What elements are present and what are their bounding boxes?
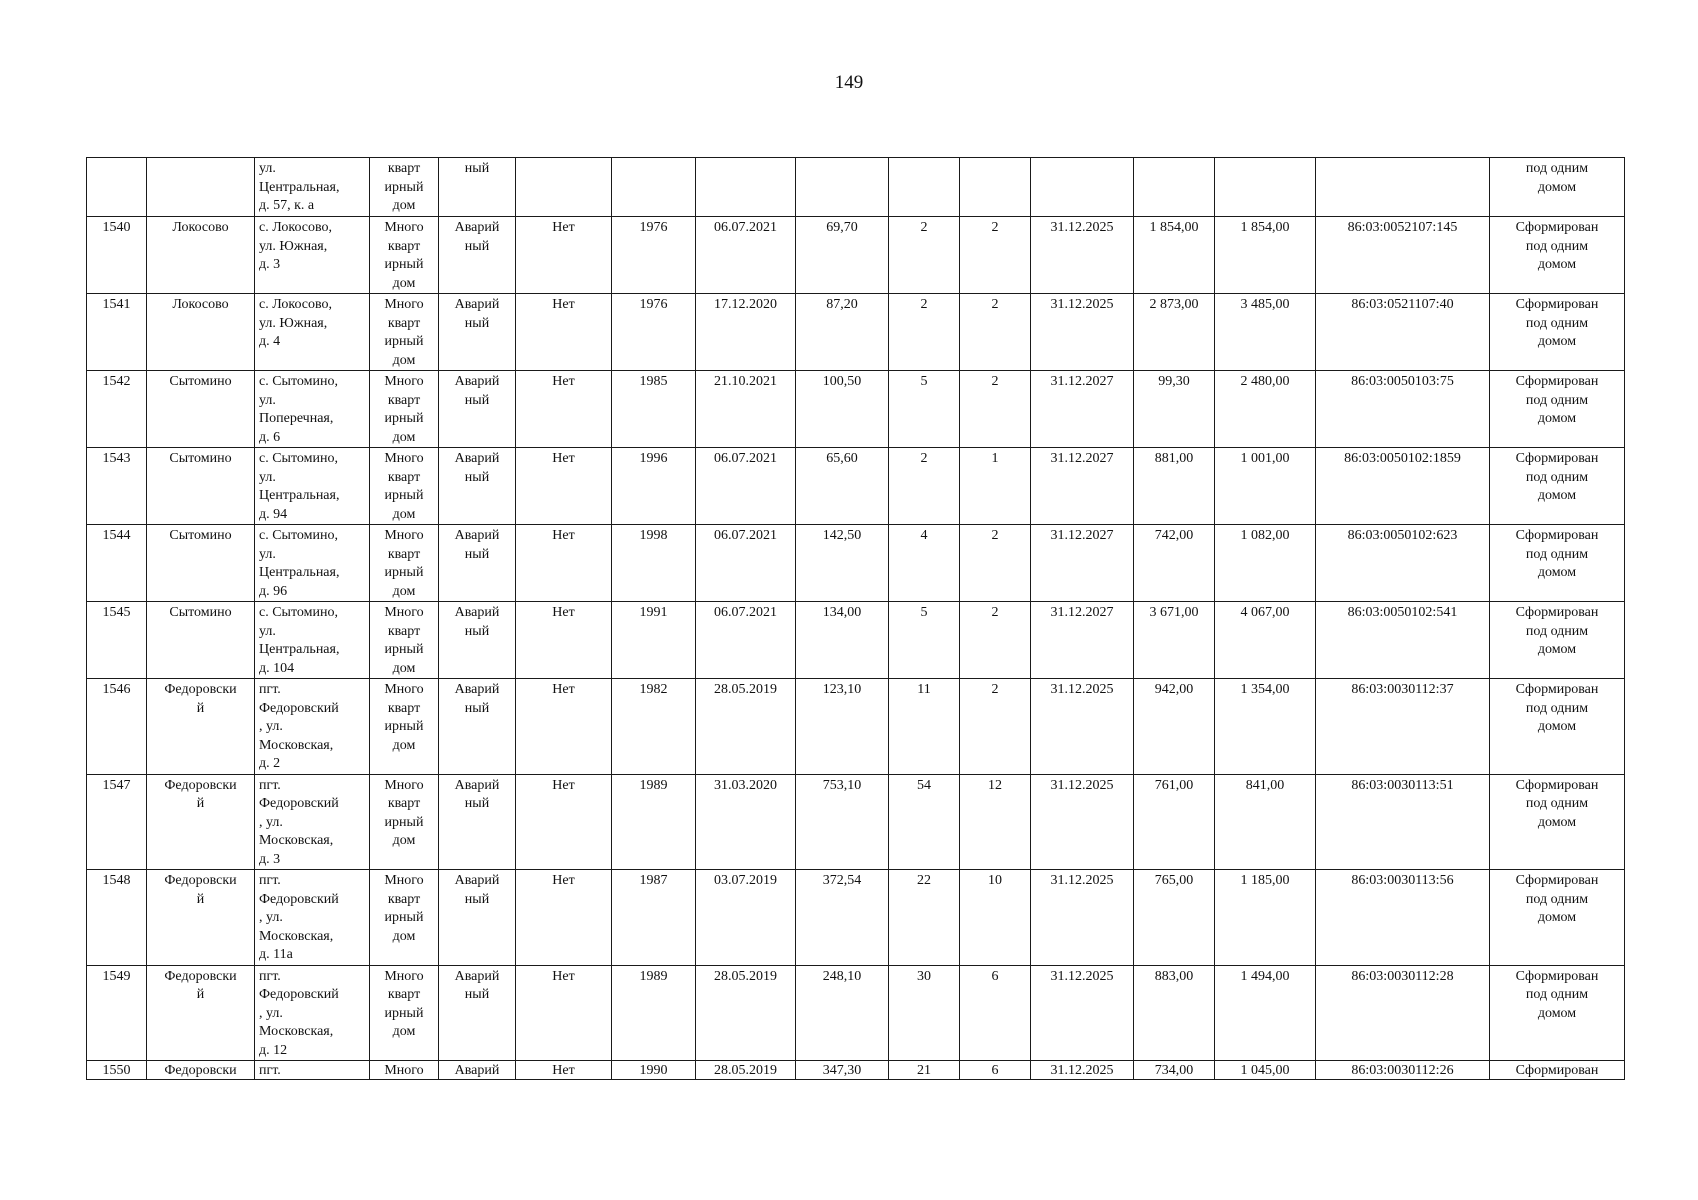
cell-address: пгт. Федоровский , ул. Московская, д. 11а	[255, 870, 370, 966]
cell-building-type: Много кварт ирный дом	[370, 870, 439, 966]
cell-recognition-date: 28.05.2019	[696, 1061, 796, 1080]
cell-address: пгт. Федоровский , ул. Московская, д. 2	[255, 679, 370, 775]
cell-plot-status: Сформирован под одним домом	[1490, 870, 1625, 966]
cell-residents: 4	[889, 525, 960, 602]
cell-address: с. Сытомино, ул. Центральная, д. 96	[255, 525, 370, 602]
cell-plot-status: Сформирован под одним домом	[1490, 371, 1625, 448]
table-row	[87, 294, 1625, 371]
cell-land-area: 881,00	[1134, 448, 1215, 525]
cell-settlement: Локосово	[147, 294, 255, 371]
cell-plot-area: 1 354,00	[1215, 679, 1316, 775]
cell-settlement: Федоровски й	[147, 774, 255, 870]
cell-flag: Нет	[516, 1061, 612, 1080]
cell-address: с. Сытомино, ул. Поперечная, д. 6	[255, 371, 370, 448]
cell-deadline	[1031, 158, 1134, 217]
cell-plot-status: Сформирован под одним домом	[1490, 679, 1625, 775]
cell-area: 123,10	[796, 679, 889, 775]
cell-settlement: Сытомино	[147, 525, 255, 602]
cell-area: 753,10	[796, 774, 889, 870]
cell-flag: Нет	[516, 965, 612, 1061]
cell-apartments: 2	[960, 525, 1031, 602]
cell-flag: Нет	[516, 448, 612, 525]
cell-number: 1545	[87, 602, 147, 679]
cell-area: 372,54	[796, 870, 889, 966]
cell-building-type: Много кварт ирный дом	[370, 217, 439, 294]
cell-condition: Аварий	[439, 1061, 516, 1080]
cell-settlement: Сытомино	[147, 602, 255, 679]
cell-number: 1540	[87, 217, 147, 294]
cell-land-area: 2 873,00	[1134, 294, 1215, 371]
cell-plot-status: Сформирован	[1490, 1061, 1625, 1080]
cell-cadastral-number: 86:03:0050102:541	[1316, 602, 1490, 679]
cell-deadline: 31.12.2025	[1031, 870, 1134, 966]
cell-number: 1543	[87, 448, 147, 525]
cell-land-area: 734,00	[1134, 1061, 1215, 1080]
cell-deadline: 31.12.2025	[1031, 217, 1134, 294]
cell-condition: Аварий ный	[439, 371, 516, 448]
cell-apartments: 12	[960, 774, 1031, 870]
cell-condition: Аварий ный	[439, 679, 516, 775]
cell-apartments: 1	[960, 448, 1031, 525]
cell-recognition-date: 28.05.2019	[696, 965, 796, 1061]
cell-apartments: 2	[960, 294, 1031, 371]
cell-number: 1548	[87, 870, 147, 966]
cell-flag: Нет	[516, 217, 612, 294]
cell-plot-status: Сформирован под одним домом	[1490, 965, 1625, 1061]
cell-year: 1982	[612, 679, 696, 775]
cell-residents: 2	[889, 217, 960, 294]
cell-condition: Аварий ный	[439, 217, 516, 294]
cell-settlement: Федоровски й	[147, 965, 255, 1061]
cell-plot-area: 1 001,00	[1215, 448, 1316, 525]
cell-recognition-date: 06.07.2021	[696, 602, 796, 679]
cell-year: 1976	[612, 294, 696, 371]
cell-cadastral-number: 86:03:0050102:623	[1316, 525, 1490, 602]
cell-recognition-date: 28.05.2019	[696, 679, 796, 775]
cell-plot-area: 1 185,00	[1215, 870, 1316, 966]
cell-plot-status: Сформирован под одним домом	[1490, 294, 1625, 371]
table-body	[87, 158, 1625, 1080]
cell-cadastral-number: 86:03:0050103:75	[1316, 371, 1490, 448]
cell-apartments: 2	[960, 217, 1031, 294]
cell-plot-status: под одним домом	[1490, 158, 1625, 217]
cell-year: 1998	[612, 525, 696, 602]
cell-plot-area: 3 485,00	[1215, 294, 1316, 371]
cell-residents: 5	[889, 602, 960, 679]
cell-address: ул. Центральная, д. 57, к. а	[255, 158, 370, 217]
cell-address: с. Локосово, ул. Южная, д. 3	[255, 217, 370, 294]
cell-apartments: 2	[960, 371, 1031, 448]
cell-building-type: Много кварт ирный дом	[370, 602, 439, 679]
cell-settlement: Федоровски й	[147, 679, 255, 775]
cell-year	[612, 158, 696, 217]
cell-land-area: 3 671,00	[1134, 602, 1215, 679]
cell-area: 142,50	[796, 525, 889, 602]
cell-plot-area: 1 082,00	[1215, 525, 1316, 602]
cell-building-type: Много кварт ирный дом	[370, 371, 439, 448]
cell-land-area: 99,30	[1134, 371, 1215, 448]
cell-plot-area: 1 045,00	[1215, 1061, 1316, 1080]
table-row	[87, 870, 1625, 966]
cell-year: 1976	[612, 217, 696, 294]
table-row	[87, 525, 1625, 602]
table-row	[87, 448, 1625, 525]
cell-building-type: Много кварт ирный дом	[370, 774, 439, 870]
cell-condition: Аварий ный	[439, 294, 516, 371]
cell-deadline: 31.12.2027	[1031, 448, 1134, 525]
cell-plot-status: Сформирован под одним домом	[1490, 448, 1625, 525]
cell-cadastral-number: 86:03:0521107:40	[1316, 294, 1490, 371]
cell-apartments: 6	[960, 1061, 1031, 1080]
cell-cadastral-number: 86:03:0050102:1859	[1316, 448, 1490, 525]
cell-area: 87,20	[796, 294, 889, 371]
table-row	[87, 774, 1625, 870]
cell-land-area: 1 854,00	[1134, 217, 1215, 294]
cell-area: 65,60	[796, 448, 889, 525]
cell-number: 1547	[87, 774, 147, 870]
cell-condition: Аварий ный	[439, 602, 516, 679]
cell-number: 1549	[87, 965, 147, 1061]
housing-registry-table	[86, 157, 1625, 1080]
cell-address: с. Локосово, ул. Южная, д. 4	[255, 294, 370, 371]
cell-residents: 2	[889, 294, 960, 371]
cell-settlement	[147, 158, 255, 217]
table-row	[87, 371, 1625, 448]
cell-area: 100,50	[796, 371, 889, 448]
table-row	[87, 679, 1625, 775]
cell-recognition-date: 06.07.2021	[696, 448, 796, 525]
cell-deadline: 31.12.2027	[1031, 371, 1134, 448]
cell-settlement: Сытомино	[147, 371, 255, 448]
cell-building-type: Много кварт ирный дом	[370, 525, 439, 602]
cell-number: 1541	[87, 294, 147, 371]
cell-building-type: Много кварт ирный дом	[370, 679, 439, 775]
cell-building-type: кварт ирный дом	[370, 158, 439, 217]
cell-land-area: 883,00	[1134, 965, 1215, 1061]
cell-building-type: Много кварт ирный дом	[370, 965, 439, 1061]
cell-cadastral-number: 86:03:0030112:28	[1316, 965, 1490, 1061]
cell-address: пгт. Федоровский , ул. Московская, д. 3	[255, 774, 370, 870]
cell-year: 1989	[612, 774, 696, 870]
cell-address: с. Сытомино, ул. Центральная, д. 104	[255, 602, 370, 679]
cell-deadline: 31.12.2025	[1031, 294, 1134, 371]
cell-condition: Аварий ный	[439, 448, 516, 525]
cell-cadastral-number: 86:03:0030113:51	[1316, 774, 1490, 870]
cell-condition: Аварий ный	[439, 525, 516, 602]
cell-area	[796, 158, 889, 217]
cell-condition: Аварий ный	[439, 965, 516, 1061]
cell-cadastral-number	[1316, 158, 1490, 217]
cell-residents	[889, 158, 960, 217]
cell-plot-area	[1215, 158, 1316, 217]
cell-plot-area: 841,00	[1215, 774, 1316, 870]
cell-settlement: Федоровски	[147, 1061, 255, 1080]
cell-year: 1990	[612, 1061, 696, 1080]
cell-flag: Нет	[516, 774, 612, 870]
cell-flag: Нет	[516, 525, 612, 602]
cell-building-type: Много	[370, 1061, 439, 1080]
cell-year: 1996	[612, 448, 696, 525]
cell-number: 1546	[87, 679, 147, 775]
cell-address: с. Сытомино, ул. Центральная, д. 94	[255, 448, 370, 525]
cell-apartments: 2	[960, 602, 1031, 679]
table-row	[87, 217, 1625, 294]
cell-residents: 54	[889, 774, 960, 870]
cell-apartments	[960, 158, 1031, 217]
cell-deadline: 31.12.2025	[1031, 1061, 1134, 1080]
cell-residents: 22	[889, 870, 960, 966]
table-row	[87, 602, 1625, 679]
cell-apartments: 10	[960, 870, 1031, 966]
cell-number: 1542	[87, 371, 147, 448]
cell-flag	[516, 158, 612, 217]
cell-plot-status: Сформирован под одним домом	[1490, 525, 1625, 602]
cell-year: 1991	[612, 602, 696, 679]
cell-number	[87, 158, 147, 217]
cell-residents: 11	[889, 679, 960, 775]
cell-condition: Аварий ный	[439, 774, 516, 870]
table-row	[87, 1061, 1625, 1080]
cell-building-type: Много кварт ирный дом	[370, 448, 439, 525]
cell-cadastral-number: 86:03:0030112:26	[1316, 1061, 1490, 1080]
cell-recognition-date	[696, 158, 796, 217]
cell-year: 1987	[612, 870, 696, 966]
cell-cadastral-number: 86:03:0030113:56	[1316, 870, 1490, 966]
cell-year: 1989	[612, 965, 696, 1061]
cell-land-area: 761,00	[1134, 774, 1215, 870]
cell-recognition-date: 06.07.2021	[696, 525, 796, 602]
cell-residents: 2	[889, 448, 960, 525]
cell-recognition-date: 21.10.2021	[696, 371, 796, 448]
page-number: 149	[834, 72, 864, 93]
cell-cadastral-number: 86:03:0030112:37	[1316, 679, 1490, 775]
cell-area: 69,70	[796, 217, 889, 294]
cell-settlement: Сытомино	[147, 448, 255, 525]
cell-plot-area: 1 854,00	[1215, 217, 1316, 294]
cell-plot-status: Сформирован под одним домом	[1490, 774, 1625, 870]
cell-apartments: 2	[960, 679, 1031, 775]
cell-number: 1550	[87, 1061, 147, 1080]
cell-year: 1985	[612, 371, 696, 448]
cell-deadline: 31.12.2025	[1031, 965, 1134, 1061]
cell-land-area: 765,00	[1134, 870, 1215, 966]
cell-flag: Нет	[516, 679, 612, 775]
table-row	[87, 158, 1625, 217]
cell-area: 134,00	[796, 602, 889, 679]
cell-area: 248,10	[796, 965, 889, 1061]
table-row	[87, 965, 1625, 1061]
cell-land-area: 942,00	[1134, 679, 1215, 775]
cell-deadline: 31.12.2027	[1031, 602, 1134, 679]
cell-address: пгт. Федоровский , ул. Московская, д. 12	[255, 965, 370, 1061]
cell-residents: 5	[889, 371, 960, 448]
cell-address: пгт.	[255, 1061, 370, 1080]
cell-cadastral-number: 86:03:0052107:145	[1316, 217, 1490, 294]
cell-flag: Нет	[516, 602, 612, 679]
cell-residents: 30	[889, 965, 960, 1061]
cell-plot-status: Сформирован под одним домом	[1490, 602, 1625, 679]
cell-area: 347,30	[796, 1061, 889, 1080]
cell-recognition-date: 03.07.2019	[696, 870, 796, 966]
cell-plot-area: 4 067,00	[1215, 602, 1316, 679]
cell-plot-area: 1 494,00	[1215, 965, 1316, 1061]
cell-recognition-date: 17.12.2020	[696, 294, 796, 371]
cell-number: 1544	[87, 525, 147, 602]
cell-settlement: Федоровски й	[147, 870, 255, 966]
cell-plot-status: Сформирован под одним домом	[1490, 217, 1625, 294]
cell-recognition-date: 06.07.2021	[696, 217, 796, 294]
cell-deadline: 31.12.2025	[1031, 679, 1134, 775]
cell-land-area	[1134, 158, 1215, 217]
cell-building-type: Много кварт ирный дом	[370, 294, 439, 371]
cell-settlement: Локосово	[147, 217, 255, 294]
cell-plot-area: 2 480,00	[1215, 371, 1316, 448]
cell-flag: Нет	[516, 371, 612, 448]
cell-residents: 21	[889, 1061, 960, 1080]
cell-recognition-date: 31.03.2020	[696, 774, 796, 870]
cell-apartments: 6	[960, 965, 1031, 1061]
cell-deadline: 31.12.2025	[1031, 774, 1134, 870]
cell-condition: ный	[439, 158, 516, 217]
cell-flag: Нет	[516, 294, 612, 371]
cell-land-area: 742,00	[1134, 525, 1215, 602]
cell-flag: Нет	[516, 870, 612, 966]
cell-condition: Аварий ный	[439, 870, 516, 966]
cell-deadline: 31.12.2027	[1031, 525, 1134, 602]
